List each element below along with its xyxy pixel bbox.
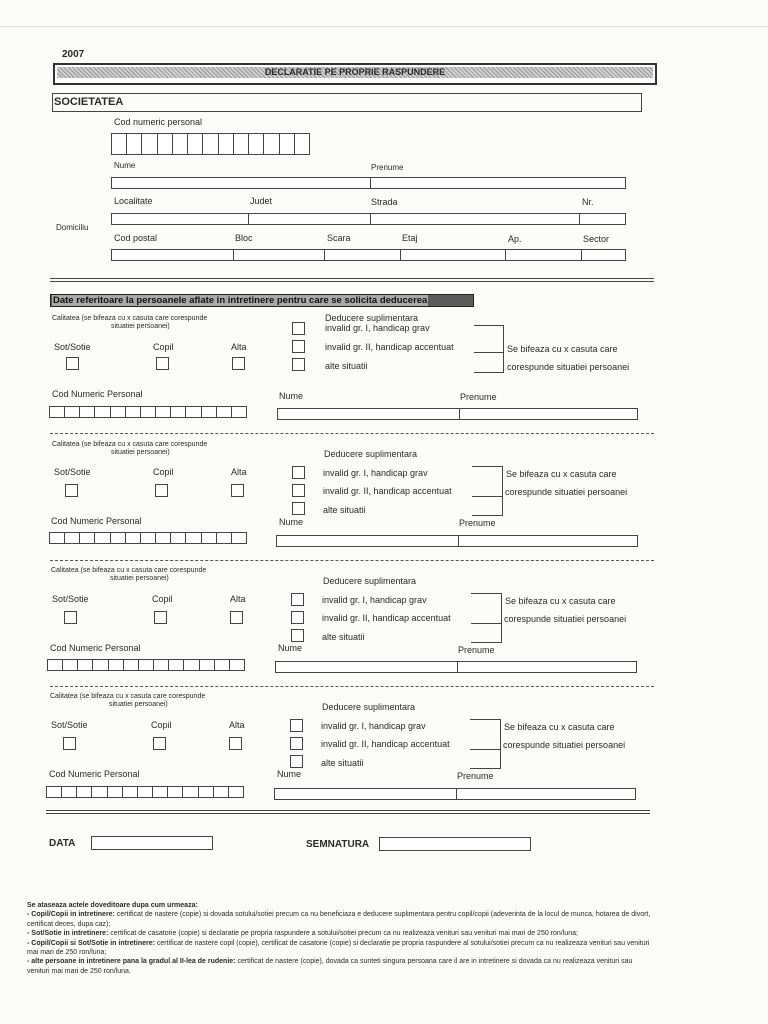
prenume-label: Prenume: [460, 392, 497, 402]
alte-checkbox[interactable]: [292, 502, 305, 515]
invalid2-checkbox[interactable]: [292, 340, 305, 353]
section-title: Date referitoare la persoanele aflate in intretinere pentru care se solicita deducerea: [53, 295, 428, 306]
deducere-label: Deducere suplimentara: [323, 576, 417, 586]
attachment-item-title: - alte persoane in intretinere pana la gradul al II-lea de rudenie:: [27, 958, 236, 966]
divider: [46, 810, 650, 811]
prenume-label: Prenume: [458, 645, 495, 655]
address-field-1[interactable]: [111, 213, 626, 225]
invalid1-label: invalid gr. I, handicap grav: [323, 468, 428, 478]
invalid1-checkbox[interactable]: [291, 593, 304, 606]
copil-label: Copil: [152, 594, 173, 604]
cnp-grid[interactable]: [49, 406, 247, 418]
etaj-label: Etaj: [402, 233, 418, 243]
cnp-grid[interactable]: [49, 532, 247, 544]
attachment-item-text: certificat de casatorie (copie) si declaratie pe propria raspundere a sotului/sotiei precum ca nu realizeaza venituri sau venituri mai mari de 250 ron/luna;: [108, 930, 578, 938]
scara-label: Scara: [327, 233, 351, 243]
sot-sotie-checkbox[interactable]: [66, 357, 79, 370]
sot-sotie-checkbox[interactable]: [63, 737, 76, 750]
alta-label: Alta: [231, 342, 247, 352]
cnp-label: Cod Numeric Personal: [51, 516, 142, 526]
data-label: DATA: [49, 838, 76, 849]
copil-checkbox[interactable]: [155, 484, 168, 497]
attachment-item-text: certificat de nastere (copie) si dovada sotului/sotiei precum ca nu beneficiaza e deducere suplimentara pentru copil/copii (adeverinta de la locul de munca, hotarea de divort, certificat deces, dupa caz);: [27, 911, 651, 928]
nume-label: Nume: [279, 517, 304, 527]
invalid2-checkbox[interactable]: [291, 611, 304, 624]
alta-checkbox[interactable]: [232, 357, 245, 370]
sot-sotie-checkbox[interactable]: [64, 611, 77, 624]
sot-sotie-label: Sot/Sotie: [52, 594, 89, 604]
copil-label: Copil: [153, 467, 174, 477]
cnp-label: Cod Numeric Personal: [49, 769, 140, 779]
data-field[interactable]: [91, 836, 213, 850]
alte-label: alte situatii: [323, 505, 366, 515]
attachment-item-text: certificat de nastere copil (copie), certificat de casatorie (copie) si declaratie pe propria raspundere al sotului/sotiei precum ca nu realizeaza venituri sau venituri mai mari de 250 ron/luna;: [27, 939, 650, 957]
attachment-item-title: - Copil/Copii si Sot/Sotie in intretinere:: [27, 939, 155, 947]
invalid2-label: invalid gr. II, handicap accentuat: [321, 739, 450, 749]
invalid2-checkbox[interactable]: [292, 484, 305, 497]
sot-sotie-label: Sot/Sotie: [54, 342, 91, 352]
nume-label: Nume: [279, 391, 304, 401]
attachment-item: [27, 957, 652, 976]
calitatea-note: Calitatea (se bifeaza cu x casuta care corespunde: [52, 315, 208, 322]
attachment-item-text: certificat de nastere (copie), dovada ca sunteti singura persoana care il are in intretinere si dovada ca nu realizeaza venituri sau venituri mai mari de 250 ron/luna.: [27, 958, 633, 975]
separator: [50, 560, 654, 561]
semnatura-label: SEMNATURA: [306, 839, 370, 850]
bloc-label: Bloc: [235, 233, 253, 243]
deducere-label: Deducere suplimentara: [325, 313, 419, 323]
bracket-note-1: Se bifeaza cu x casuta care: [504, 722, 615, 732]
invalid1-label: invalid gr. I, handicap grav: [322, 595, 427, 605]
calitatea-note: Calitatea (se bifeaza cu x casuta care corespunde: [50, 693, 206, 700]
attachment-item: [27, 910, 652, 929]
name-field[interactable]: [274, 788, 636, 800]
invalid1-checkbox[interactable]: [290, 719, 303, 732]
cnp-grid[interactable]: [111, 133, 310, 155]
alta-label: Alta: [230, 594, 246, 604]
copil-checkbox[interactable]: [156, 357, 169, 370]
attachments-title: Se ataseaza actele doveditoare dupa cum urmeaza:: [27, 902, 198, 909]
separator: [50, 686, 654, 687]
attachment-item: [27, 939, 652, 958]
invalid2-label: invalid gr. II, handicap accentuat: [322, 613, 451, 623]
bracket-note-2: corespunde situatiei persoanei: [503, 740, 626, 750]
invalid1-checkbox[interactable]: [292, 466, 305, 479]
bracket: [470, 719, 501, 769]
invalid2-checkbox[interactable]: [290, 737, 303, 750]
attachment-item-title: - Copil/Copii in intretinere:: [27, 911, 115, 919]
bracket-line: [472, 496, 502, 497]
copil-label: Copil: [153, 342, 174, 352]
alta-checkbox[interactable]: [231, 484, 244, 497]
name-field[interactable]: [111, 177, 626, 189]
alte-checkbox[interactable]: [290, 755, 303, 768]
copil-checkbox[interactable]: [153, 737, 166, 750]
sot-sotie-label: Sot/Sotie: [51, 720, 88, 730]
invalid2-label: invalid gr. II, handicap accentuat: [325, 342, 454, 352]
bracket-line: [471, 623, 501, 624]
cnp-label: Cod Numeric Personal: [50, 643, 141, 653]
bracket-note-1: Se bifeaza cu x casuta care: [506, 469, 617, 479]
nume-label: Nume: [114, 161, 136, 170]
alte-checkbox[interactable]: [292, 358, 305, 371]
prenume-label: Prenume: [457, 771, 494, 781]
alte-label: alte situatii: [325, 361, 368, 371]
bracket-line: [474, 352, 504, 353]
company-field[interactable]: [52, 93, 642, 112]
judet-label: Judet: [250, 196, 273, 206]
attachments-note: [27, 901, 652, 976]
calitatea-note: Calitatea (se bifeaza cu x casuta care corespunde: [51, 567, 207, 574]
sot-sotie-checkbox[interactable]: [65, 484, 78, 497]
localitate-label: Localitate: [114, 196, 153, 206]
calitatea-note: Calitatea (se bifeaza cu x casuta care corespunde: [52, 441, 208, 448]
bracket-note-2: corespunde situatiei persoanei: [504, 614, 627, 624]
cnp-label: Cod Numeric Personal: [52, 389, 143, 399]
form-title: DECLARATIE PE PROPRIE RASPUNDERE: [264, 67, 446, 77]
cnp-label: Cod numeric personal: [114, 117, 203, 127]
strada-label: Strada: [371, 197, 398, 207]
company-label: SOCIETATEA: [54, 96, 124, 108]
alta-label: Alta: [231, 467, 247, 477]
attachment-item-title: - Sot/Sotie in intretinere:: [27, 930, 109, 938]
nume-label: Nume: [278, 643, 303, 653]
invalid1-checkbox[interactable]: [292, 322, 305, 335]
divider: [50, 278, 654, 279]
prenume-label: Prenume: [371, 163, 404, 172]
domiciliu-label: Domiciliu: [56, 223, 89, 232]
calitatea-note-2: situatiei persoanei): [111, 323, 170, 330]
bracket-note-1: Se bifeaza cu x casuta care: [505, 596, 616, 606]
bracket-line: [470, 749, 500, 750]
bracket: [472, 466, 503, 516]
deducere-label: Deducere suplimentara: [324, 449, 418, 459]
calitatea-note-2: situatiei persoanei): [110, 575, 169, 582]
invalid2-label: invalid gr. II, handicap accentuat: [323, 486, 452, 496]
calitatea-note-2: situatiei persoanei): [109, 701, 168, 708]
name-field[interactable]: [277, 408, 638, 420]
scan-edge: [0, 26, 768, 27]
cod-postal-label: Cod postal: [114, 233, 158, 243]
bracket-note-2: corespunde situatiei persoanei: [505, 487, 628, 497]
address-field-2[interactable]: [111, 249, 626, 261]
name-field[interactable]: [276, 535, 638, 547]
ap-label: Ap.: [508, 234, 522, 244]
calitatea-note-2: situatiei persoanei): [111, 449, 170, 456]
copil-checkbox[interactable]: [154, 611, 167, 624]
name-field[interactable]: [275, 661, 637, 673]
nume-label: Nume: [277, 769, 302, 779]
invalid1-label: invalid gr. I, handicap grav: [321, 721, 426, 731]
prenume-label: Prenume: [459, 518, 496, 528]
sector-label: Sector: [583, 234, 610, 244]
copil-label: Copil: [151, 720, 172, 730]
alte-label: alte situatii: [322, 632, 365, 642]
alta-label: Alta: [229, 720, 245, 730]
separator: [50, 433, 654, 434]
semnatura-field[interactable]: [379, 837, 531, 851]
nr-label: Nr.: [582, 197, 594, 207]
cnp-grid[interactable]: [46, 786, 244, 798]
alte-checkbox[interactable]: [291, 629, 304, 642]
bracket: [471, 593, 502, 643]
deducere-label: Deducere suplimentara: [322, 702, 416, 712]
bracket: [474, 325, 504, 373]
alte-label: alte situatii: [321, 758, 364, 768]
title-bar: [53, 63, 657, 85]
section-title-bar: [50, 294, 474, 307]
divider: [50, 281, 654, 282]
alta-checkbox[interactable]: [229, 737, 242, 750]
alta-checkbox[interactable]: [230, 611, 243, 624]
form-year: 2007: [62, 49, 85, 60]
divider: [46, 813, 650, 814]
attachment-item: [27, 929, 652, 938]
bracket-note-1: Se bifeaza cu x casuta care: [507, 344, 618, 354]
invalid1-label: invalid gr. I, handicap grav: [325, 323, 430, 333]
cnp-grid[interactable]: [47, 659, 245, 671]
bracket-note-2: corespunde situatiei persoanei: [507, 362, 630, 372]
sot-sotie-label: Sot/Sotie: [54, 467, 91, 477]
